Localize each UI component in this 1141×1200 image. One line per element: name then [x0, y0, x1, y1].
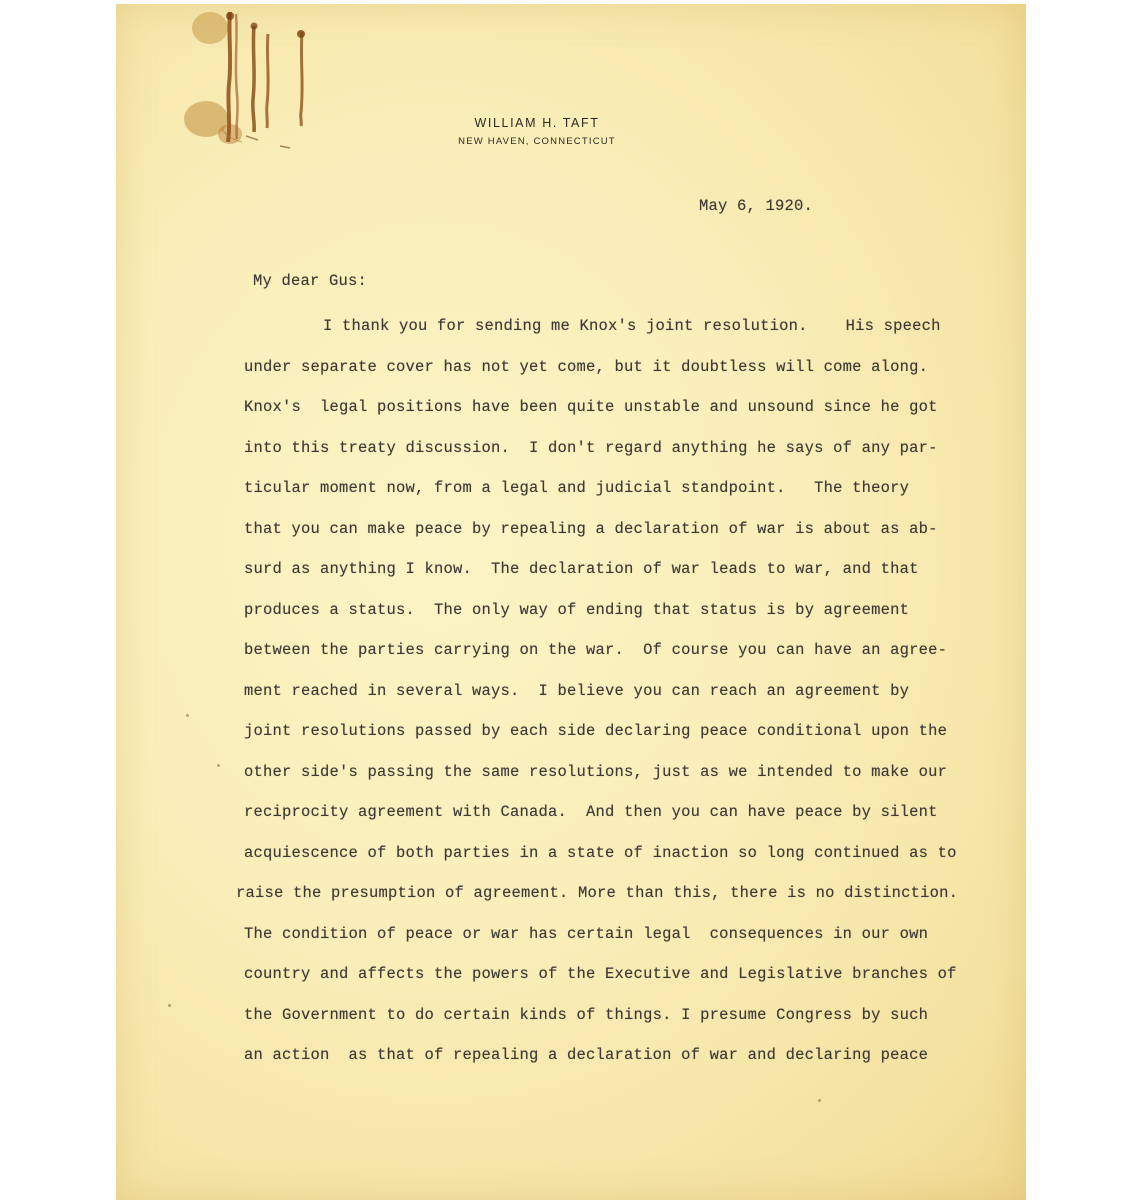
body-line: that you can make peace by repealing a declaration of war is about as ab-: [244, 519, 938, 538]
paper-speck: [186, 714, 189, 717]
body-line: produces a status. The only way of ending that status is by agreement: [244, 600, 910, 619]
body-line: reciprocity agreement with Canada. And then you can have peace by silent: [244, 803, 938, 821]
paper-speck: [168, 1004, 171, 1007]
body-line: raise the presumption of agreement. More than this, there is no distinction.: [236, 884, 959, 902]
letter-page: [116, 4, 1026, 1200]
body-line: ticular moment now, from a legal and judicial standpoint. The theory: [244, 479, 910, 497]
body-line: into this treaty discussion. I don't regard anything he says of any par-: [244, 438, 938, 457]
body-line: acquiescence of both parties in a state of inaction so long continued as to: [244, 843, 957, 862]
salutation: My dear Gus:: [253, 272, 368, 290]
letter-date: May 6, 1920.: [699, 197, 814, 215]
paper-speck: [818, 1099, 821, 1102]
rust-stain-marks: [182, 4, 322, 154]
letter-body: [236, 315, 1004, 1085]
body-line: The condition of peace or war has certain legal consequences in our own: [244, 924, 929, 943]
letterhead-location: NEW HAVEN, CONNECTICUT: [458, 136, 616, 147]
body-line: the Government to do certain kinds of things. I presume Congress by such: [244, 1005, 929, 1024]
body-line: other side's passing the same resolutions, just as we intended to make our: [244, 762, 948, 781]
body-line: joint resolutions passed by each side declaring peace conditional upon the: [244, 722, 948, 740]
paper-speck: [217, 764, 220, 767]
letterhead-name: WILLIAM H. TAFT: [474, 116, 600, 130]
body-line: country and affects the powers of the Executive and Legislative branches of: [244, 965, 957, 983]
body-line: surd as anything I know. The declaration of war leads to war, and that: [244, 560, 919, 578]
body-line: Knox's legal positions have been quite unstable and unsound since he got: [244, 398, 938, 416]
body-line: ment reached in several ways. I believe you can reach an agreement by: [244, 681, 910, 700]
body-line: an action as that of repealing a declaration of war and declaring peace: [244, 1046, 929, 1064]
body-line: under separate cover has not yet come, but it doubtless will come along.: [244, 357, 929, 376]
body-line: I thank you for sending me Knox's joint resolution. His speech: [323, 317, 941, 335]
body-line: between the parties carrying on the war. Of course you can have an agree-: [244, 641, 948, 659]
